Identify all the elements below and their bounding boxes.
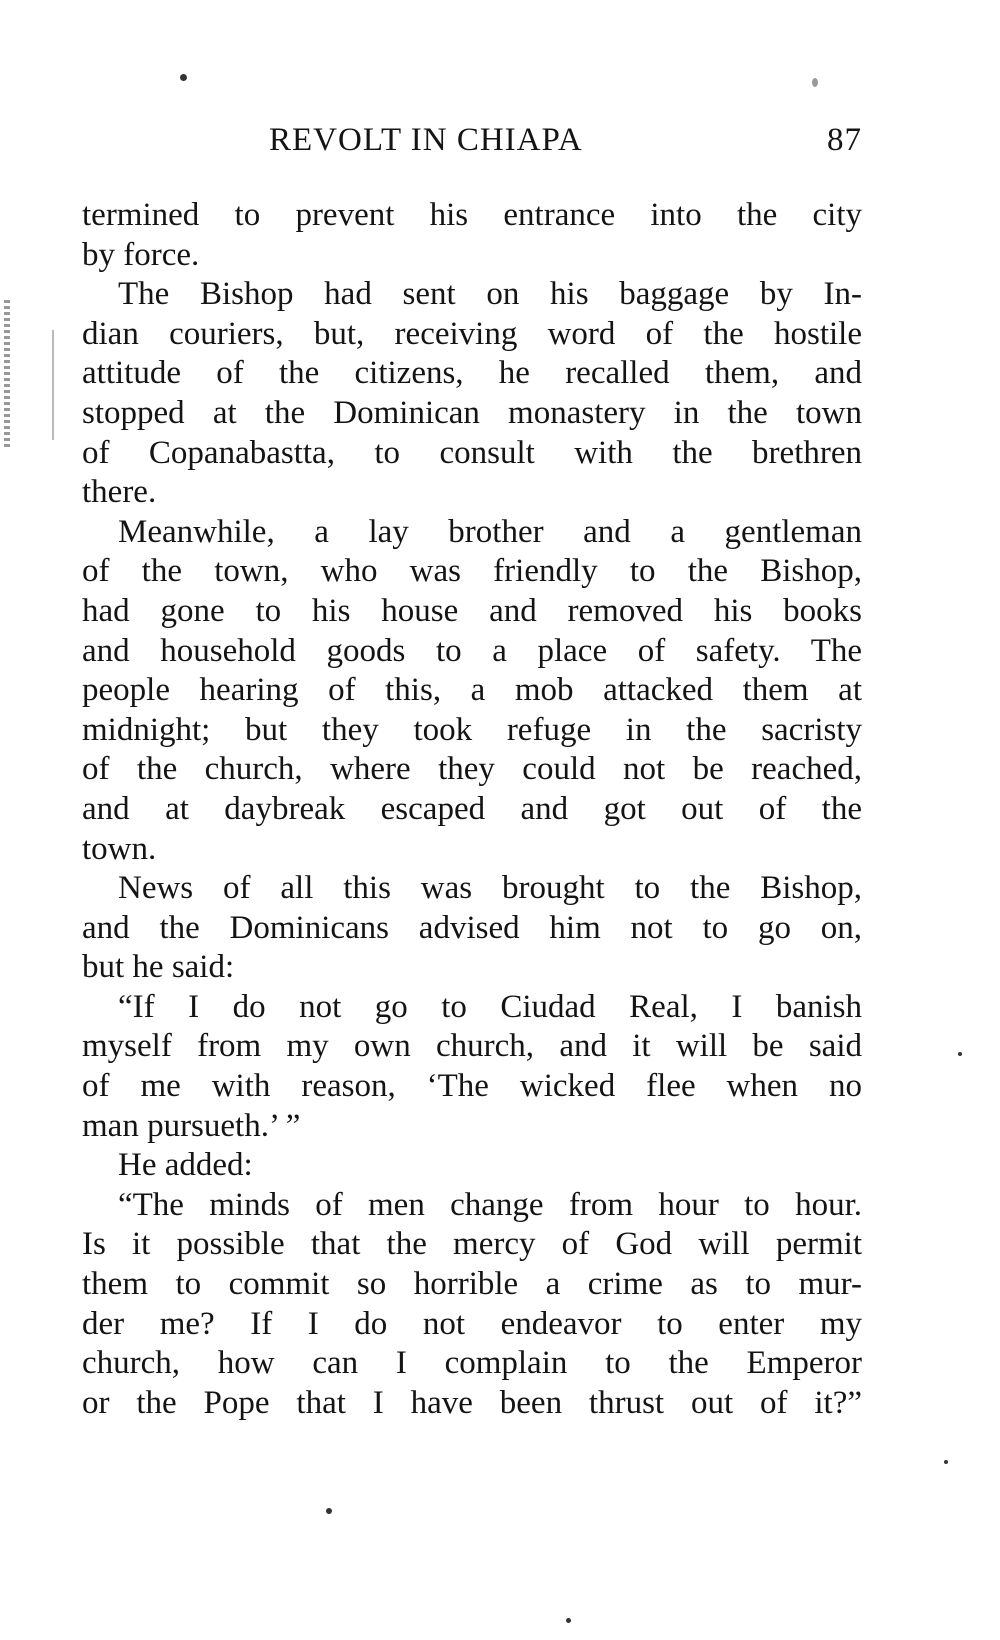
text-line: of the town, who was friendly to the Bishop, (82, 553, 862, 590)
text-line: there. (82, 474, 157, 511)
paragraph-start-line: He added: (118, 1147, 253, 1184)
text-line: of the church, where they could not be reached, (82, 751, 862, 788)
print-speck (180, 74, 187, 81)
paragraph-start-line: “The minds of men change from hour to hour. (118, 1186, 862, 1223)
text-line: midnight; but they took refuge in the sacristy (82, 711, 862, 748)
print-speck (566, 1618, 571, 1623)
print-speck (944, 1460, 948, 1464)
print-speck (326, 1508, 332, 1514)
text-line: termined to prevent his entrance into the city (82, 197, 862, 233)
margin-smudge (52, 330, 54, 440)
text-line: Is it possible that the mercy of God will permit (82, 1226, 862, 1263)
text-line: and the Dominicans advised him not to go on, (82, 909, 862, 946)
text-line: attitude of the citizens, he recalled them, and (82, 355, 862, 392)
paragraph-start-line: The Bishop had sent on his baggage by In- (118, 276, 862, 313)
print-speck (812, 78, 818, 87)
text-line: people hearing of this, a mob attacked them at (82, 672, 862, 709)
page-number: 87 (827, 122, 862, 158)
text-line: but he said: (82, 949, 235, 986)
running-title: REVOLT IN CHIAPA (269, 122, 583, 158)
paragraph-start-line: News of all this was brought to the Bishop, (118, 870, 862, 907)
text-line: town. (82, 830, 157, 867)
text-line: and at daybreak escaped and got out of the (82, 790, 862, 827)
text-line: myself from my own church, and it will be said (82, 1028, 862, 1065)
text-line: or the Pope that I have been thrust out of it?” (82, 1384, 862, 1421)
margin-smudge (4, 300, 10, 450)
text-line: of me with reason, ‘The wicked flee when no (82, 1068, 862, 1105)
body-text (82, 196, 862, 1423)
print-speck (958, 1052, 962, 1056)
text-line: them to commit so horrible a crime as to mur- (82, 1266, 862, 1303)
paragraph-start-line: “If I do not go to Ciudad Real, I banish (118, 988, 862, 1025)
text-line: had gone to his house and removed his books (82, 592, 862, 629)
text-line: dian couriers, but, receiving word of the hostile (82, 315, 862, 352)
text-line: der me? If I do not endeavor to enter my (82, 1305, 862, 1342)
paragraph-start-line: Meanwhile, a lay brother and a gentleman (118, 513, 862, 550)
text-line: of Copanabastta, to consult with the brethren (82, 434, 862, 471)
text-line: by force. (82, 236, 200, 273)
text-line: stopped at the Dominican monastery in the town (82, 394, 862, 431)
text-line: man pursueth.’ ” (82, 1107, 301, 1144)
running-head (82, 118, 862, 162)
text-line: church, how can I complain to the Emperor (82, 1345, 862, 1382)
text-line: and household goods to a place of safety. The (82, 632, 862, 669)
